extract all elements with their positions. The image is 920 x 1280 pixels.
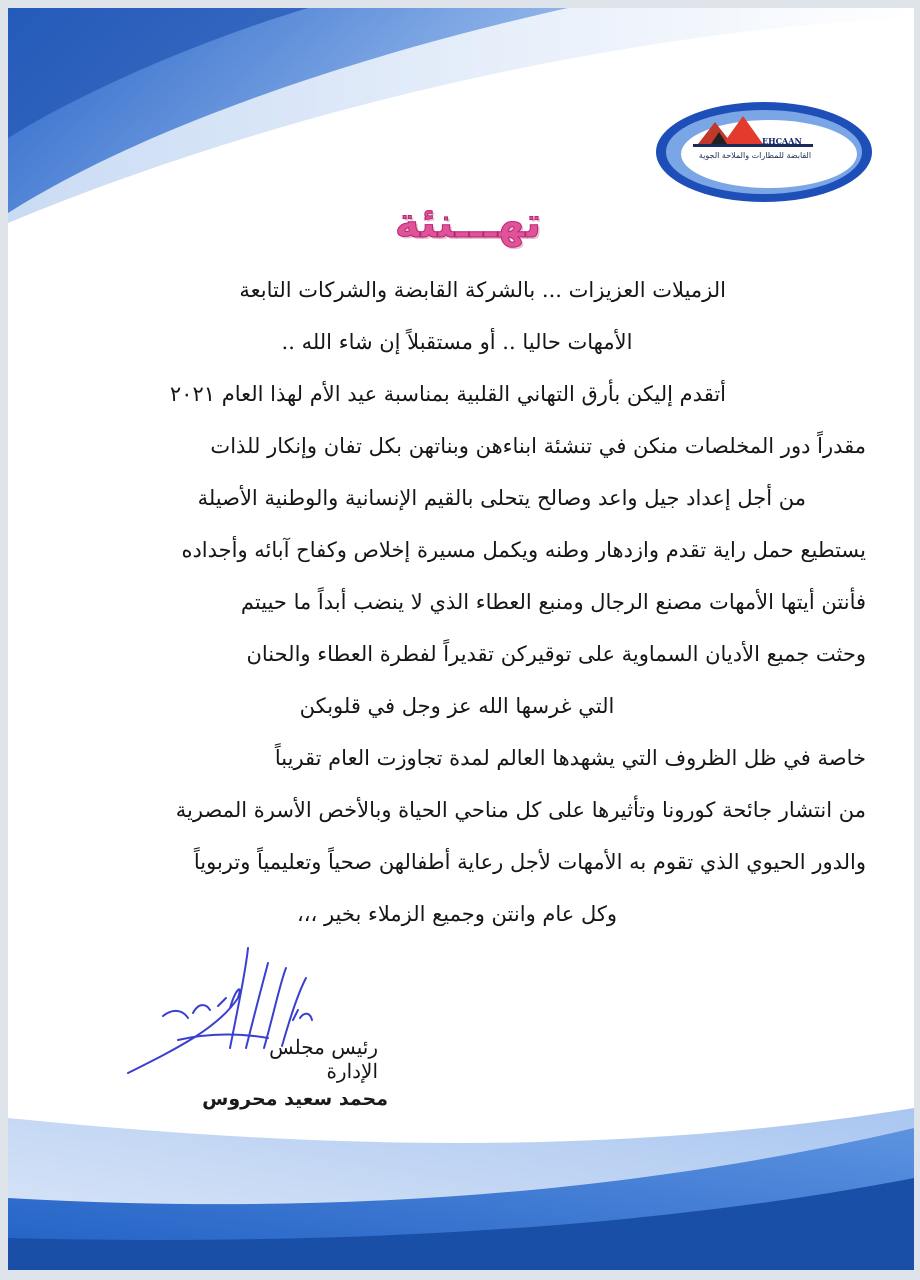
letter-line: فأنتن أيتها الأمهات مصنع الرجال ومنبع العطاء الذي لا ينضب أبداً ما حييتم — [240, 590, 866, 614]
logo-company-name: القابضة للمطارات والملاحة الجوية — [698, 151, 812, 160]
letter-line: وكل عام وانتن وجميع الزملاء بخير ،،، — [296, 902, 618, 926]
letter-body — [48, 264, 866, 940]
letter-line: والدور الحيوي الذي تقوم به الأمهات لأجل رعاية أطفالهن صحياً وتعليمياً وتربوياً — [193, 850, 866, 874]
letter-line: خاصة في ظل الظروف التي يشهدها العالم لمدة تجاوزت العام تقريباً — [274, 746, 866, 770]
signatory-name: محمد سعيد محروس — [202, 1088, 388, 1110]
letter-line: من انتشار جائحة كورونا وتأثيرها على كل مناحي الحياة وبالأخص الأسرة المصرية — [175, 798, 866, 822]
letter-line: يستطيع حمل راية تقدم وازدهار وطنه ويكمل مسيرة إخلاص وكفاح آبائه وأجداده — [181, 538, 866, 562]
letter-line: من أجل إعداد جيل واعد وصالح يتحلى بالقيم الإنسانية والوطنية الأصيلة — [197, 486, 806, 510]
letter-line: مقدراً دور المخلصات منكن في تنشئة ابناءهن وبناتهن بكل تفان وإنكار للذات — [210, 434, 866, 458]
letter-line: أتقدم إليكن بأرق التهاني القلبية بمناسبة عيد الأم لهذا العام ٢٠٢١ — [169, 382, 726, 406]
letter-line: التي غرسها الله عز وجل في قلوبكن — [299, 694, 615, 718]
signatory-title: رئيس مجلس الإدارة — [269, 1035, 378, 1083]
logo-abbreviation: EHCAAN — [762, 136, 802, 146]
letter-title: تهـــنئة — [394, 198, 542, 247]
letter-line: وحثت جميع الأديان السماوية على توقيركن تقديراً لفطرة العطاء والحنان — [246, 642, 866, 666]
letter-page — [8, 8, 914, 1270]
letter-line: الأمهات حاليا .. أو مستقبلاً إن شاء الله .. — [281, 330, 633, 354]
letter-line: الزميلات العزيزات ... بالشركة القابضة والشركات التابعة — [239, 278, 726, 302]
